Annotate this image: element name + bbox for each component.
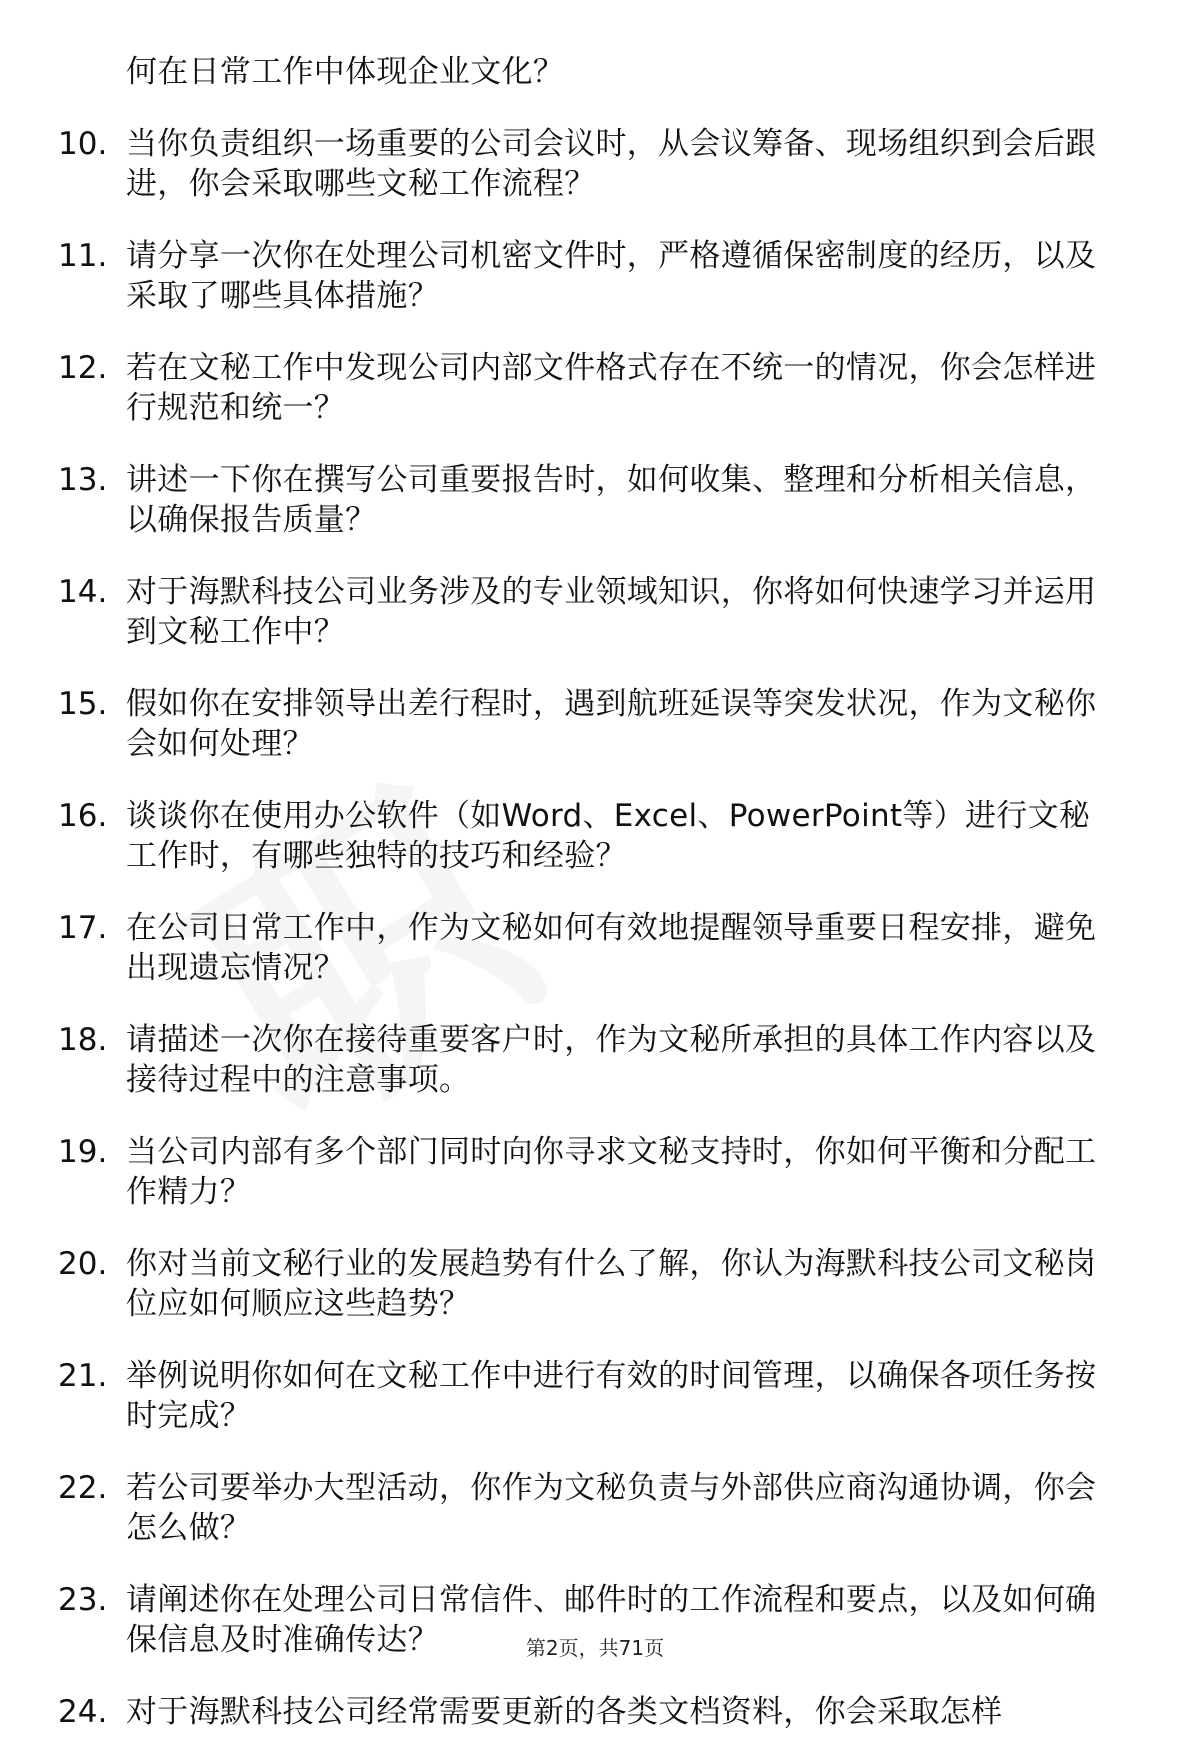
question-text: 谈谈你在使用办公软件（如Word、Excel、PowerPoint等）进行文秘工作时，有哪些独特的技巧和经验？: [126, 798, 1091, 874]
question-number: 14.: [58, 574, 108, 610]
page-footer: 第2页，共71页: [525, 1636, 665, 1660]
list-item: [0, 124, 1190, 204]
question-number: 12.: [58, 350, 108, 386]
question-text: 假如你在安排领导出差行程时，遇到航班延误等突发状况，作为文秘你会如何处理？: [126, 686, 1097, 762]
question-text: 在公司日常工作中，作为文秘如何有效地提醒领导重要日程安排，避免出现遗忘情况？: [126, 910, 1097, 986]
question-number: 22.: [58, 1470, 108, 1506]
question-number: 17.: [58, 910, 108, 946]
question-number: 15.: [58, 686, 108, 722]
question-number: 18.: [58, 1022, 108, 1058]
question-text: 对于海默科技公司经常需要更新的各类文档资料，你会采取怎样: [126, 1694, 1003, 1730]
question-number: 21.: [58, 1358, 108, 1394]
list-item: [0, 908, 1190, 988]
question-number: 16.: [58, 798, 108, 834]
question-text: 请分享一次你在处理公司机密文件时，严格遵循保密制度的经历，以及采取了哪些具体措施？: [126, 238, 1097, 314]
question-text: 举例说明你如何在文秘工作中进行有效的时间管理，以确保各项任务按时完成？: [126, 1358, 1097, 1434]
question-list: [0, 52, 1190, 1764]
question-text: 对于海默科技公司业务涉及的专业领域知识，你将如何快速学习并运用到文秘工作中？: [126, 574, 1097, 650]
question-text: 当你负责组织一场重要的公司会议时，从会议筹备、现场组织到会后跟进，你会采取哪些文秘工作流程？: [126, 126, 1097, 202]
question-text: 当公司内部有多个部门同时向你寻求文秘支持时，你如何平衡和分配工作精力？: [126, 1134, 1097, 1210]
question-text: 若公司要举办大型活动，你作为文秘负责与外部供应商沟通协调，你会怎么做？: [126, 1470, 1097, 1546]
list-item: [0, 348, 1190, 428]
question-text: 若在文秘工作中发现公司内部文件格式存在不统一的情况，你会怎样进行规范和统一？: [126, 350, 1097, 426]
continuation-text: 何在日常工作中体现企业文化？: [126, 54, 565, 90]
list-item: [0, 1244, 1190, 1324]
list-item: [0, 1356, 1190, 1436]
list-item: [0, 684, 1190, 764]
list-item: [0, 1468, 1190, 1548]
list-item: [0, 1132, 1190, 1212]
question-number: 24.: [58, 1694, 108, 1730]
question-number: 10.: [58, 126, 108, 162]
question-number: 13.: [58, 462, 108, 498]
list-item: [0, 460, 1190, 540]
question-number: 23.: [58, 1582, 108, 1618]
list-item: [0, 1020, 1190, 1100]
question-number: 19.: [58, 1134, 108, 1170]
question-text: 你对当前文秘行业的发展趋势有什么了解，你认为海默科技公司文秘岗位应如何顺应这些趋势？: [126, 1246, 1097, 1322]
question-number: 11.: [58, 238, 108, 274]
list-item-continuation: [0, 52, 1190, 92]
list-item: [0, 572, 1190, 652]
list-item: [0, 236, 1190, 316]
question-text: 请描述一次你在接待重要客户时，作为文秘所承担的具体工作内容以及接待过程中的注意事项。: [126, 1022, 1097, 1098]
question-text: 讲述一下你在撰写公司重要报告时，如何收集、整理和分析相关信息，以确保报告质量？: [126, 462, 1097, 538]
list-item: [0, 1692, 1190, 1732]
list-item: [0, 796, 1190, 876]
question-number: 20.: [58, 1246, 108, 1282]
question-text: 请阐述你在处理公司日常信件、邮件时的工作流程和要点，以及如何确保信息及时准确传达？: [126, 1582, 1097, 1658]
